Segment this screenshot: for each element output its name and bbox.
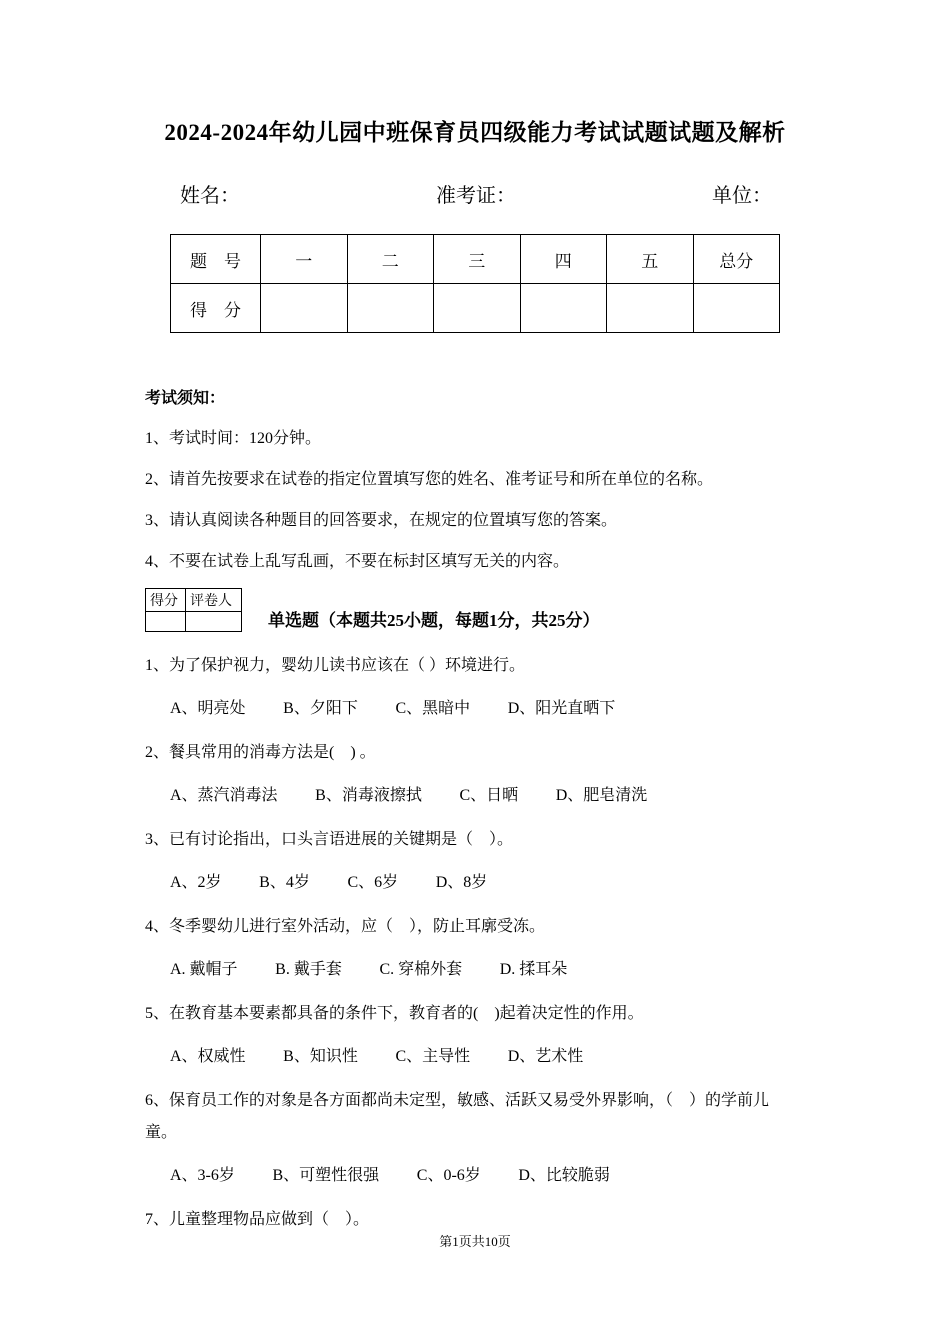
question-4 xyxy=(145,911,790,986)
score-cell xyxy=(261,284,348,333)
exam-id-label: 准考证： xyxy=(436,185,516,207)
grader-cell xyxy=(186,612,242,632)
candidate-info-row xyxy=(180,179,772,208)
option-b: B、消毒液擦拭 xyxy=(315,787,422,804)
option-a: A、权威性 xyxy=(170,1048,246,1065)
score-table-header-cell: 题 号 xyxy=(171,235,261,284)
option-d: D、阳光直晒下 xyxy=(507,700,616,717)
question-options xyxy=(170,867,790,899)
score-cell xyxy=(434,284,521,333)
option-c: C、日晒 xyxy=(459,787,519,804)
score-cell xyxy=(347,284,434,333)
name-label: 姓名： xyxy=(180,185,240,207)
score-table-header-cell: 总分 xyxy=(693,235,780,284)
option-c: C、6岁 xyxy=(347,874,399,891)
option-a: A、明亮处 xyxy=(170,700,246,717)
question-3 xyxy=(145,824,790,899)
option-c: C. 穿棉外套 xyxy=(379,961,463,978)
question-text: 3、已有讨论指出，口头言语进展的关键期是（ ）。 xyxy=(145,831,514,848)
question-options xyxy=(170,954,790,986)
option-b: B. 戴手套 xyxy=(275,961,342,978)
unit-label: 单位： xyxy=(712,185,772,207)
question-options xyxy=(170,780,790,812)
question-text: 7、儿童整理物品应做到（ ）。 xyxy=(145,1211,370,1228)
score-table-header-cell: 一 xyxy=(261,235,348,284)
notice-title: 考试须知： xyxy=(145,390,226,407)
option-b: B、可塑性很强 xyxy=(272,1167,380,1184)
question-1 xyxy=(145,650,790,725)
grader-table-header-row xyxy=(146,589,242,612)
option-d: D、艺术性 xyxy=(507,1048,584,1065)
option-a: A. 戴帽子 xyxy=(170,961,238,978)
question-6 xyxy=(145,1085,790,1192)
question-text: 1、为了保护视力，婴幼儿读书应该在（ ）环境进行。 xyxy=(145,657,526,674)
option-c: C、主导性 xyxy=(395,1048,471,1065)
option-d: D、肥皂清洗 xyxy=(555,787,648,804)
option-d: D. 揉耳朵 xyxy=(499,961,568,978)
question-5 xyxy=(145,998,790,1073)
page-title: 2024-2024年幼儿园中班保育员四级能力考试试题试题及解析 xyxy=(164,120,786,145)
notice-item-4: 4、不要在试卷上乱写乱画，不要在标封区填写无关的内容。 xyxy=(145,553,570,570)
notice-item-2: 2、请首先按要求在试卷的指定位置填写您的姓名、准考证号和所在单位的名称。 xyxy=(145,471,714,488)
question-text: 2、餐具常用的消毒方法是( ) 。 xyxy=(145,744,376,761)
section-title: 单选题（本题共25小题，每题1分，共25分） xyxy=(268,611,600,630)
grader-score-table xyxy=(145,588,242,632)
question-text: 5、在教育基本要素都具备的条件下，教育者的( )起着决定性的作用。 xyxy=(145,1005,644,1022)
grader-table-empty-row xyxy=(146,612,242,632)
notice-item-3: 3、请认真阅读各种题目的回答要求，在规定的位置填写您的答案。 xyxy=(145,512,618,529)
question-options xyxy=(170,693,790,725)
questions-list xyxy=(0,650,950,1236)
score-table-header-row xyxy=(171,235,780,284)
page-number: 第1页共10页 xyxy=(439,1234,511,1249)
option-a: A、2岁 xyxy=(170,874,222,891)
option-c: C、0-6岁 xyxy=(416,1167,481,1184)
section-header-row xyxy=(145,588,950,632)
grader-label: 评卷人 xyxy=(186,589,242,612)
option-b: B、夕阳下 xyxy=(283,700,358,717)
notice-item-1: 1、考试时间：120分钟。 xyxy=(145,430,322,447)
score-row-label: 得 分 xyxy=(171,284,261,333)
question-options xyxy=(170,1160,790,1192)
score-cell xyxy=(607,284,694,333)
score-table xyxy=(170,234,780,333)
score-cell xyxy=(520,284,607,333)
option-d: D、比较脆弱 xyxy=(518,1167,610,1184)
option-c: C、黑暗中 xyxy=(395,700,471,717)
score-table-header-cell: 二 xyxy=(347,235,434,284)
score-table-header-cell: 五 xyxy=(607,235,694,284)
score-table-header-cell: 四 xyxy=(520,235,607,284)
option-b: B、知识性 xyxy=(283,1048,358,1065)
question-text: 4、冬季婴幼儿进行室外活动，应（ ），防止耳廓受冻。 xyxy=(145,918,546,935)
option-d: D、8岁 xyxy=(435,874,488,891)
question-text: 6、保育员工作的对象是各方面都尚未定型，敏感、活跃又易受外界影响，（ ）的学前儿童。 xyxy=(145,1092,770,1141)
option-b: B、4岁 xyxy=(259,874,310,891)
grader-score-cell xyxy=(146,612,186,632)
score-cell xyxy=(693,284,780,333)
grader-score-label: 得分 xyxy=(146,589,186,612)
question-options xyxy=(170,1041,790,1073)
option-a: A、3-6岁 xyxy=(170,1167,235,1184)
option-a: A、蒸汽消毒法 xyxy=(170,787,278,804)
score-table-header-cell: 三 xyxy=(434,235,521,284)
score-table-score-row xyxy=(171,284,780,333)
question-2 xyxy=(145,737,790,812)
